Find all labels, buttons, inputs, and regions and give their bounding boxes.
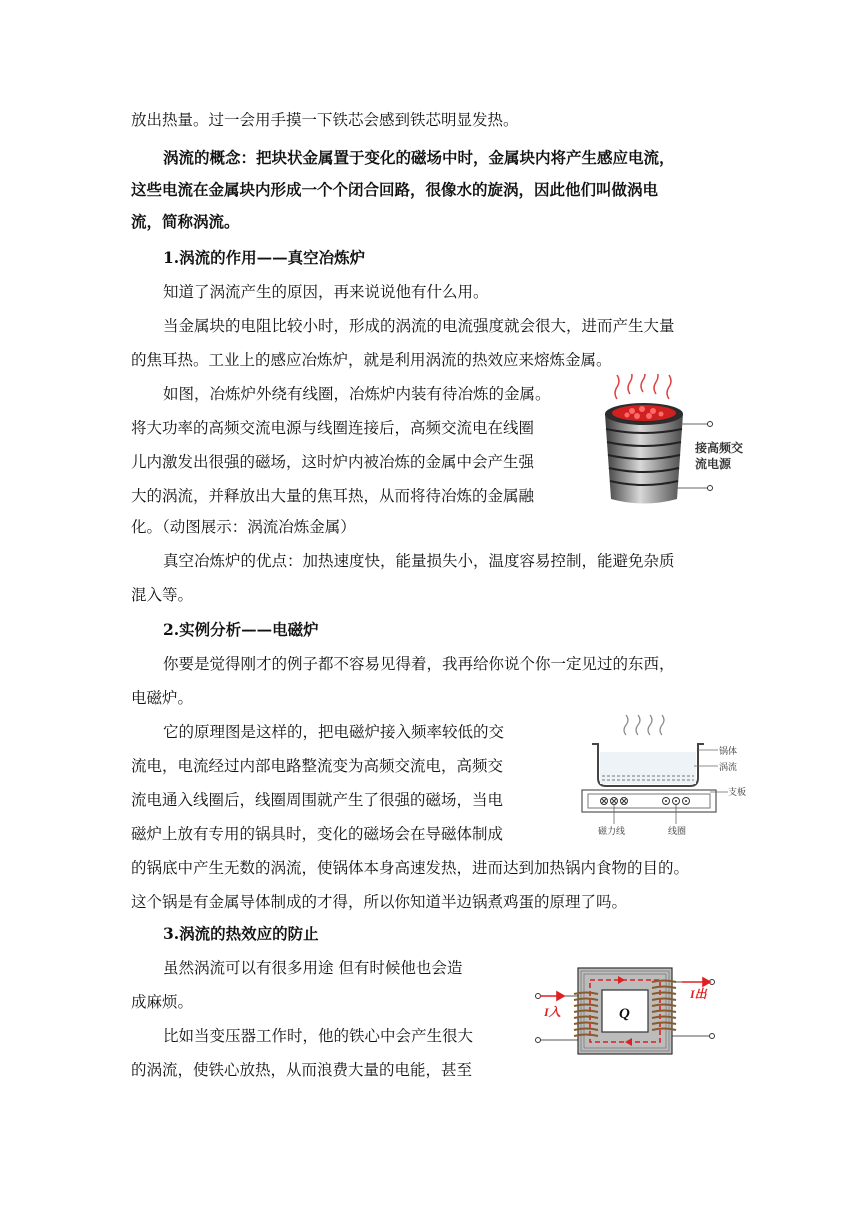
section-2-heading: 2.实例分析——电磁炉 [163, 620, 319, 639]
furnace-label-2: 流电源 [695, 457, 732, 471]
text-line-7: 当金属块的电阻比较小时，形成的涡流的电流强度就会很大，进而产生大量 [163, 317, 675, 335]
text-line-15: 混入等。 [131, 586, 194, 604]
concept-line-1: 涡流的概念：把块状金属置于变化的磁场中时，金属块内将产生感应电流， [163, 148, 675, 167]
text-line-29: 的涡流，使铁心放热，从而浪费大量的电能，甚至 [131, 1061, 473, 1079]
current-out-label: I出 [690, 987, 707, 1001]
text-line-19: 它的原理图是这样的，把电磁炉接入频率较低的交 [163, 723, 505, 741]
text-line-17: 你要是觉得刚才的例子都不容易见得着，我再给你说个你一定见过的东西， [163, 655, 675, 673]
text-line-14: 真空冶炼炉的优点：加热速度快，能量损失小，温度容易控制，能避免杂质 [163, 552, 675, 570]
text-line-18: 电磁炉。 [131, 689, 194, 707]
text-line-23: 的锅底中产生无数的涡流，使锅体本身高速发热，进而达到加热锅内食物的目的。 [131, 859, 690, 877]
text-line-20: 流电，电流经过内部电路整流变为高频交流电，高频交 [131, 757, 504, 775]
text-line-21: 流电通入线圈后，线圈周围就产生了很强的磁场，当电 [131, 791, 504, 809]
concept-line-3: 流，简称涡流。 [131, 212, 240, 231]
section-3-heading: 3.涡流的热效应的防止 [163, 924, 319, 943]
eddy-label: 涡流 [719, 763, 738, 773]
coil-label: 线圈 [668, 827, 687, 837]
text-line-11: 儿内激发出很强的磁场，这时炉内被冶炼的金属中会产生强 [131, 453, 535, 471]
pot-label: 锅体 [719, 747, 738, 757]
text-line-28: 比如当变压器工作时，他的铁心中会产生很大 [163, 1027, 474, 1045]
text-line-24: 这个锅是有金属导体制成的才得，所以你知道半边锅煮鸡蛋的原理了吗。 [131, 893, 628, 911]
furnace-figure [597, 374, 772, 509]
furnace-label-1: 接高频交 [695, 441, 744, 455]
current-in-label: I入 [544, 1005, 561, 1019]
text-line-22: 磁炉上放有专用的锅具时，变化的磁场会在导磁体制成 [131, 825, 504, 843]
text-line-12: 大的涡流，并释放出大量的焦耳热，从而将待冶炼的金属融 [131, 487, 535, 505]
text-line-13: 化。（动图展示：涡流冶炼金属） [131, 518, 356, 536]
text-line-6: 知道了涡流产生的原因，再来说说他有什么用。 [163, 283, 489, 301]
section-1-heading: 1.涡流的作用——真空冶炼炉 [163, 248, 366, 267]
concept-line-2: 这些电流在金属块内形成一个个闭合回路，很像水的旋涡，因此他们叫做涡电 [131, 180, 659, 199]
text-line-10: 将大功率的高频交流电源与线圈连接后，高频交流电在线圈 [131, 419, 535, 437]
magnet-line-label: 磁力线 [598, 827, 626, 837]
text-line-9: 如图，冶炼炉外绕有线圈，冶炼炉内装有待冶炼的金属。 [163, 385, 551, 403]
transformer-figure [530, 958, 720, 1068]
text-line-26: 虽然涡流可以有很多用途 但有时候他也会造 [163, 959, 463, 977]
text-line-27: 成麻烦。 [131, 993, 194, 1011]
core-label: Q [619, 1006, 630, 1022]
plate-label: 支板 [728, 788, 747, 798]
text-line-8: 的焦耳热。工业上的感应冶炼炉，就是利用涡流的热效应来熔炼金属。 [131, 351, 612, 369]
text-line-1: 放出热量。过一会用手摸一下铁芯会感到铁芯明显发热。 [131, 111, 519, 129]
induction-cooker-figure [578, 710, 753, 840]
